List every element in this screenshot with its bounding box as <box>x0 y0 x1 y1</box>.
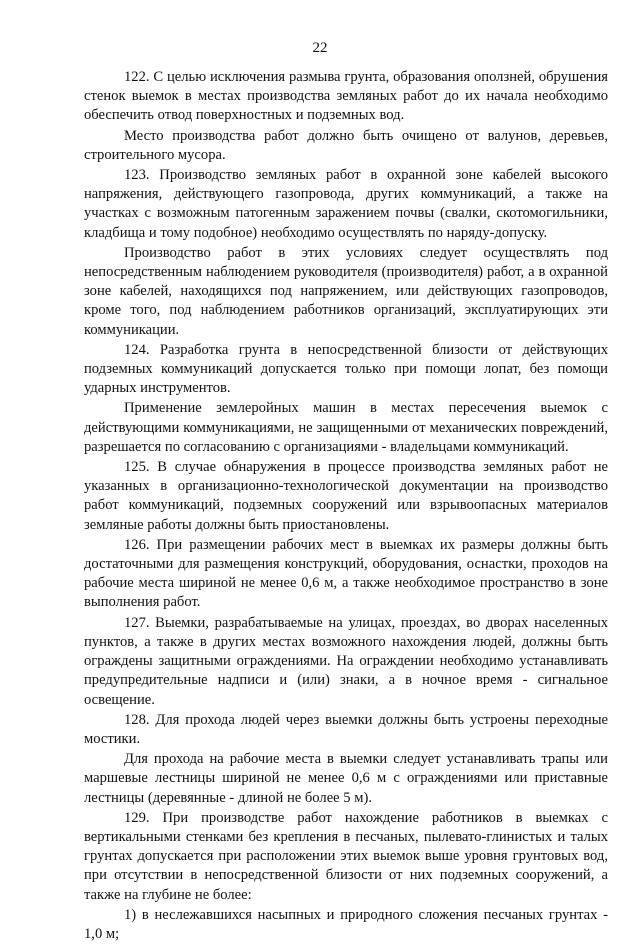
paragraph-work-site: Место производства работ должно быть очищено от валунов, деревьев, строительного мусора. <box>84 127 608 163</box>
paragraph-127: 127. Выемки, разрабатываемые на улицах, проездах, во дворах населенных пунктов, а также в других местах возможного нахождения людей, должны быть ограждены защитными ограждениями. На ограждении необходимо устанавливать предупредительные надписи и (или) знаки, а в ночное время - сигнальное освещение. <box>84 614 608 708</box>
page-number: 22 <box>312 40 328 56</box>
paragraph-ladders: Для прохода на рабочие места в выемки следует устанавливать трапы или маршевые лестницы шириной не менее 0,6 м с ограждениями или приставные лестницы (деревянные - длиной не более 5 м). <box>84 751 608 806</box>
paragraph-supervision: Производство работ в этих условиях следует осуществлять под непосредственным наблюдением руководителя (производителя) работ, а в охранной зоне кабелей, находящихся под напряжением, или действующих газопроводов, кроме того, под наблюдением работников организаций, эксплуатирующих эти коммуникации. <box>84 244 608 338</box>
paragraph-122: 122. С целью исключения размыва грунта, образования оползней, обрушения стенок выемок в местах производства земляных работ до их начала необходимо обеспечить отвод поверхностных и подземных вод. <box>84 69 608 124</box>
paragraph-123: 123. Производство земляных работ в охранной зоне кабелей высокого напряжения, действующего газопровода, других коммуникаций, а также на участках с возможным патогенным заражением почвы (свалки, скотомогильники, кладбища и тому подобное) необходимо осуществлять по наряду-допуску. <box>84 167 608 241</box>
paragraph-125: 125. В случае обнаружения в процессе производства земляных работ не указанных в организационно-технологической документации на производство работ коммуникаций, подземных сооружений или взрывоопасных материалов земляные работы должны быть приостановлены. <box>84 459 608 533</box>
paragraph-128: 128. Для прохода людей через выемки должны быть устроены переходные мостики. <box>84 711 608 747</box>
paragraph-126: 126. При размещении рабочих мест в выемках их размеры должны быть достаточными для размещения конструкций, оборудования, оснастки, проходов на рабочие места шириной не менее 0,6 м, а также необходимое пространство в зоне выполнения работ. <box>84 536 608 611</box>
paragraph-129-item-1: 1) в неслежавшихся насыпных и природного сложения песчаных грунтах - 1,0 м; <box>84 906 608 942</box>
paragraph-124: 124. Разработка грунта в непосредственной близости от действующих подземных коммуникаций допускается только при помощи лопат, без помощи ударных инструментов. <box>84 341 608 397</box>
paragraph-129: 129. При производстве работ нахождение работников в выемках с вертикальными стенками без крепления в песчаных, пылевато-глинистых и талых грунтах допускается при расположении этих выемок выше уровня грунтовых вод, при отсутствии в непосредственной близости от них подземных сооружений, а также на глубине не более: <box>84 809 608 903</box>
document-body <box>84 68 608 945</box>
paragraph-machines: Применение землеройных машин в местах пересечения выемок с действующими коммуникациями, не защищенными от механических повреждений, разрешается по согласованию с организациями - владельцами коммуникаций. <box>84 400 608 455</box>
